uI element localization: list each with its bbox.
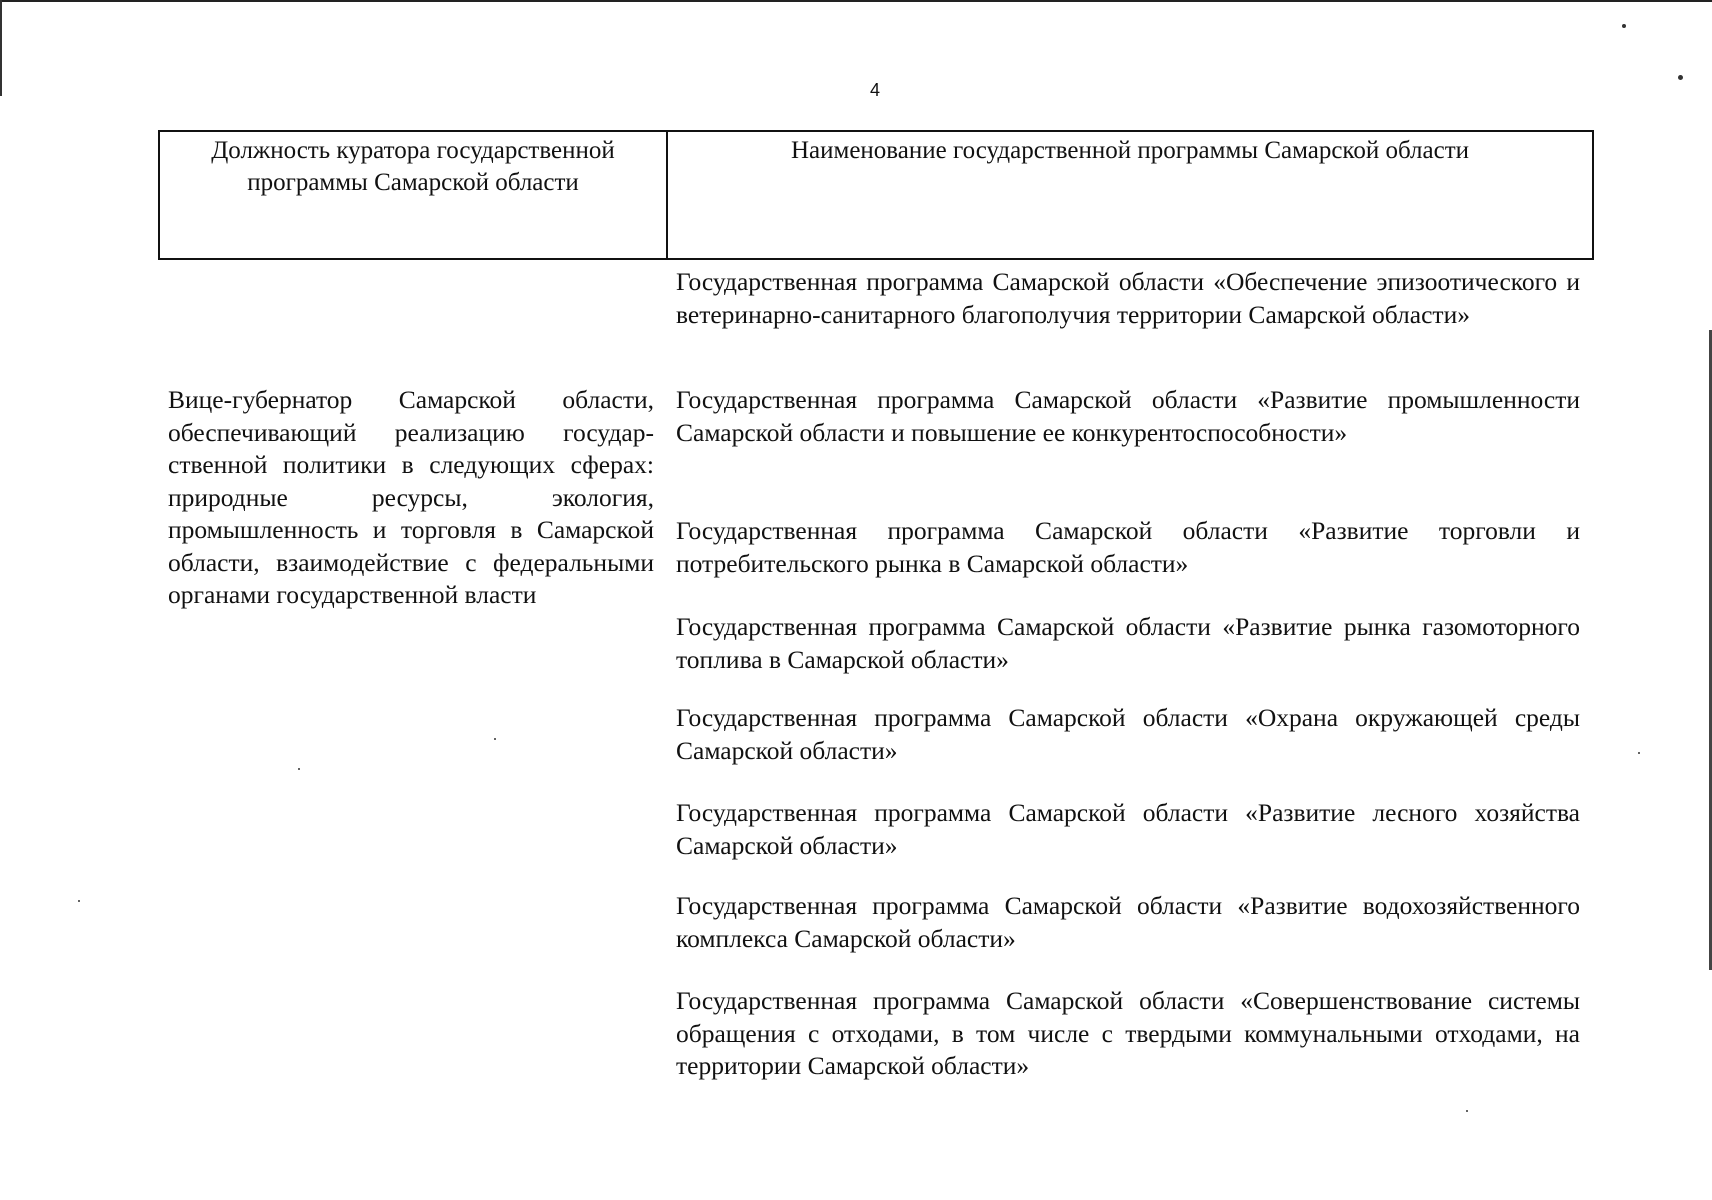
scan-speck [298, 768, 300, 770]
program-item: Государственная программа Самарской области «Развитие торговли и потребительского рынка в Самарской области» [676, 516, 1580, 578]
scan-speck [78, 900, 80, 902]
header-curator-position: Должность куратора государственной программы Самарской области [160, 132, 668, 258]
page-number: 4 [869, 80, 880, 100]
curator-position: Вице-губернатор Самарской области, обеспечивающий реализацию государственной политики в следующих сферах: природные ресурсы, экология, промышленность и торговля в Самарской области, взаимодействие с федеральными органами государственной власти [168, 385, 654, 609]
page-edge-left [0, 0, 2, 96]
scan-speck [494, 738, 496, 740]
program-item: Государственная программа Самарской области «Обеспечение эпизоотического и ветеринарно-санитарного благополучия территории Самарской области» [676, 267, 1580, 329]
scan-speck [1622, 24, 1626, 28]
program-item: Государственная программа Самарской области «Охрана окружающей среды Самарской области» [676, 703, 1580, 765]
program-item: Государственная программа Самарской области «Совершенствование системы обращения с отходами, в том числе с твердыми коммунальными отходами, на территории Самарской области» [676, 986, 1580, 1080]
page-edge-top [0, 0, 1712, 2]
program-item: Государственная программа Самарской области «Развитие рынка газомоторного топлива в Самарской области» [676, 612, 1580, 674]
program-item: Государственная программа Самарской области «Развитие водохозяйственного комплекса Самарской области» [676, 891, 1580, 953]
scan-speck [1638, 752, 1640, 754]
scan-speck [1466, 1110, 1468, 1112]
program-item: Государственная программа Самарской области «Развитие промышленности Самарской области и повышение ее конкурентоспособности» [676, 385, 1580, 447]
program-item: Государственная программа Самарской области «Развитие лесного хозяйства Самарской области» [676, 798, 1580, 860]
scan-speck [1678, 75, 1683, 80]
table-header [158, 130, 1594, 260]
header-program-name: Наименование государственной программы Самарской области [790, 137, 1470, 164]
